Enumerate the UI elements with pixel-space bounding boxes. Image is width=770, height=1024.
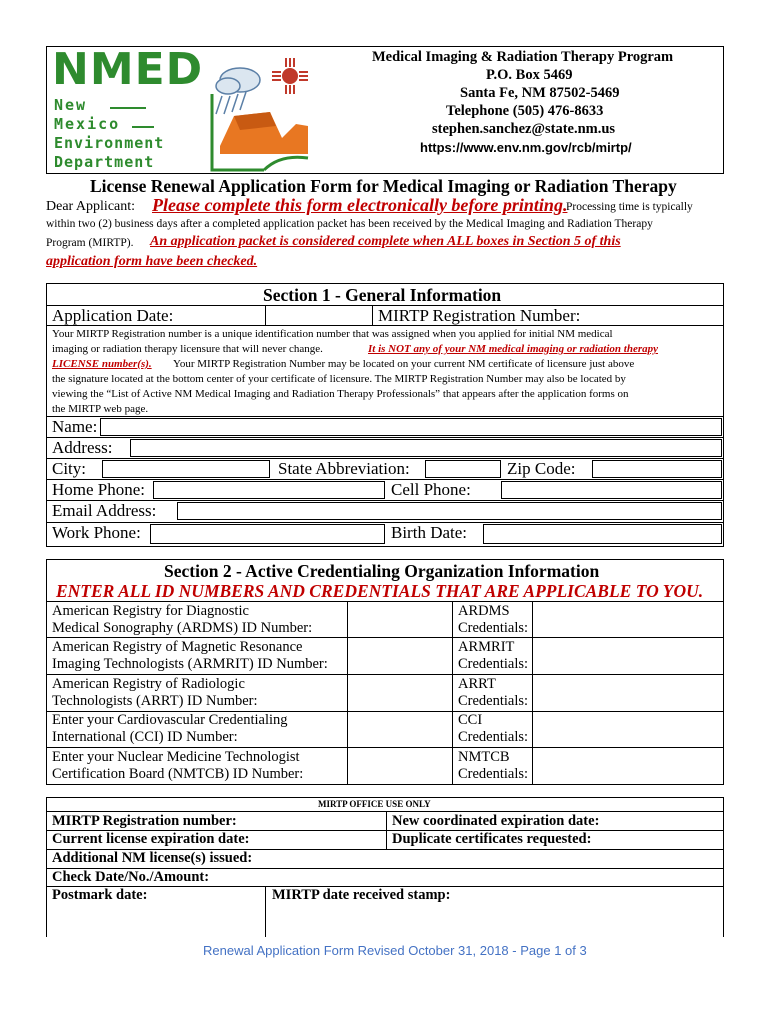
- table-row: [46, 712, 724, 747]
- dear-applicant: Dear Applicant:: [46, 199, 136, 214]
- nmed-logo: [52, 44, 212, 172]
- page-footer: Renewal Application Form Revised October 31, 2018 - Page 1 of 3: [203, 943, 587, 958]
- city-field[interactable]: [102, 460, 270, 478]
- org-name-line2: International (CCI) ID Number:: [52, 729, 238, 745]
- table-row: [46, 675, 724, 711]
- table-row: [46, 748, 724, 785]
- logo-acronym: NMED: [52, 44, 204, 95]
- arrt-credentials-field[interactable]: [533, 675, 723, 710]
- logo-rule-1: [110, 107, 146, 109]
- org-name-line2: Imaging Technologists (ARMRIT) ID Number:: [52, 656, 328, 672]
- name-label: Name:: [52, 417, 98, 436]
- email-address-field[interactable]: [177, 502, 722, 520]
- org-name-line1: American Registry for Diagnostic: [52, 603, 249, 619]
- cred-label: Credentials:: [458, 729, 529, 745]
- logo-word-mexico: Mexico: [54, 115, 121, 133]
- mirtp-number-label: MIRTP Registration Number:: [378, 306, 581, 325]
- mirtp-note-2a: imaging or radiation therapy licensure that will never change.: [52, 343, 323, 355]
- office-new-expiration-label: New coordinated expiration date:: [392, 813, 600, 829]
- logo-graphic-icon: [210, 54, 310, 172]
- program-name: Medical Imaging & Radiation Therapy Program: [372, 49, 674, 65]
- cred-abbrev: ARMRIT: [458, 639, 515, 655]
- mirtp-note-5: viewing the “List of Active NM Medical Imaging and Radiation Therapy Professionals” that appears after the application forms on: [52, 388, 629, 400]
- cloud-icon: [216, 68, 260, 114]
- armrit-credentials-field[interactable]: [533, 638, 723, 673]
- office-current-expiration-label: Current license expiration date:: [52, 831, 250, 847]
- office-check-label: Check Date/No./Amount:: [52, 869, 210, 885]
- application-date-label: Application Date:: [52, 306, 174, 325]
- org-name-line1: Enter your Cardiovascular Credentialing: [52, 712, 288, 728]
- work-phone-label: Work Phone:: [52, 523, 141, 542]
- office-duplicates-label: Duplicate certificates requested:: [392, 831, 592, 847]
- logo-word-environment: Environment: [54, 134, 165, 152]
- name-field[interactable]: [100, 418, 722, 436]
- zip-label: Zip Code:: [507, 459, 576, 478]
- mirtp-note-warning-1: It is NOT any of your NM medical imaging or radiation therapy: [368, 343, 658, 355]
- org-name-line2: Medical Sonography (ARDMS) ID Number:: [52, 620, 313, 636]
- ardms-id-field[interactable]: [348, 602, 452, 636]
- birth-date-label: Birth Date:: [391, 523, 468, 542]
- state-field[interactable]: [425, 460, 501, 478]
- nmtcb-credentials-field[interactable]: [533, 748, 723, 783]
- section1-title: Section 1 - General Information: [263, 285, 502, 305]
- office-postmark-label: Postmark date:: [52, 887, 148, 903]
- org-name-line2: Technologists (ARRT) ID Number:: [52, 693, 258, 709]
- office-received-stamp-label: MIRTP date received stamp:: [272, 887, 451, 903]
- nmtcb-id-field[interactable]: [348, 748, 452, 783]
- logo-word-department: Department: [54, 153, 155, 171]
- section2-title: Section 2 - Active Credentialing Organization Information: [164, 561, 600, 581]
- mirtp-note-3b: Your MIRTP Registration Number may be located on your current NM certificate of licensure just above: [173, 358, 635, 370]
- state-label: State Abbreviation:: [278, 459, 410, 478]
- org-name-line1: Enter your Nuclear Medicine Technologist: [52, 749, 300, 765]
- mirtp-note-4: the signature located at the bottom center of your certificate of licensure. The MIRTP Registration Number may also be located by: [52, 373, 626, 385]
- table-row: [46, 601, 724, 637]
- home-phone-field[interactable]: [153, 481, 385, 499]
- cci-credentials-field[interactable]: [533, 712, 723, 746]
- office-use-heading: MIRTP OFFICE USE ONLY: [318, 799, 431, 809]
- processing-text-2: within two (2) business days after a completed application packet has been received by the Medical Imaging and Radiation Therapy: [46, 218, 653, 230]
- address-label: Address:: [52, 438, 113, 457]
- cred-label: Credentials:: [458, 656, 529, 672]
- address-field[interactable]: [130, 439, 722, 457]
- org-name-line1: American Registry of Magnetic Resonance: [52, 639, 303, 655]
- complete-packet-notice-2: application form have been checked.: [46, 254, 258, 269]
- section2-subtitle: ENTER ALL ID NUMBERS AND CREDENTIALS THAT ARE APPLICABLE TO YOU.: [56, 581, 704, 601]
- ardms-credentials-field[interactable]: [533, 602, 723, 636]
- cci-id-field[interactable]: [348, 712, 452, 746]
- website-link[interactable]: https://www.env.nm.gov/rcb/mirtp/: [420, 140, 632, 155]
- complete-electronically-notice: Please complete this form electronically before printing.: [152, 195, 568, 215]
- office-reg-number-label: MIRTP Registration number:: [52, 813, 237, 829]
- logo-rule-2: [132, 126, 154, 128]
- complete-packet-notice-1: An application packet is considered complete when ALL boxes in Section 5 of this: [150, 234, 621, 249]
- arrt-id-field[interactable]: [348, 675, 452, 710]
- cell-phone-field[interactable]: [501, 481, 722, 499]
- po-box: P.O. Box 5469: [486, 67, 573, 83]
- credentials-table: [46, 601, 724, 785]
- armrit-id-field[interactable]: [348, 638, 452, 673]
- cred-label: Credentials:: [458, 766, 529, 782]
- email-address-label: Email Address:: [52, 501, 157, 520]
- home-phone-label: Home Phone:: [52, 480, 146, 499]
- cred-abbrev: CCI: [458, 712, 483, 728]
- work-phone-field[interactable]: [150, 524, 385, 544]
- org-name-line1: American Registry of Radiologic: [52, 676, 245, 692]
- email-link[interactable]: stephen.sanchez@state.nm.us: [432, 121, 616, 137]
- telephone: Telephone (505) 476-8633: [446, 103, 604, 119]
- cred-abbrev: NMTCB: [458, 749, 510, 765]
- table-row: [46, 638, 724, 674]
- mirtp-note-1: Your MIRTP Registration number is a unique identification number that was assigned when you applied for initial NM medical: [52, 328, 613, 340]
- mirtp-note-6: the MIRTP web page.: [52, 403, 149, 415]
- cell-phone-label: Cell Phone:: [391, 480, 471, 499]
- cred-abbrev: ARRT: [458, 676, 496, 692]
- zip-field[interactable]: [592, 460, 722, 478]
- city-line: Santa Fe, NM 87502-5469: [460, 85, 620, 101]
- cred-label: Credentials:: [458, 620, 529, 636]
- city-label: City:: [52, 459, 87, 478]
- office-additional-licenses-label: Additional NM license(s) issued:: [52, 850, 253, 866]
- cred-abbrev: ARDMS: [458, 603, 510, 619]
- birth-date-field[interactable]: [483, 524, 722, 544]
- form-title: License Renewal Application Form for Medical Imaging or Radiation Therapy: [90, 176, 677, 196]
- zia-sun-icon: [272, 58, 308, 94]
- processing-text-3: Program (MIRTP).: [46, 237, 134, 249]
- cred-label: Credentials:: [458, 693, 529, 709]
- org-name-line2: Certification Board (NMTCB) ID Number:: [52, 766, 304, 782]
- mirtp-note-warning-2: LICENSE number(s).: [52, 358, 152, 370]
- logo-word-new: New: [54, 96, 88, 114]
- processing-text-1: Processing time is typically: [566, 201, 693, 213]
